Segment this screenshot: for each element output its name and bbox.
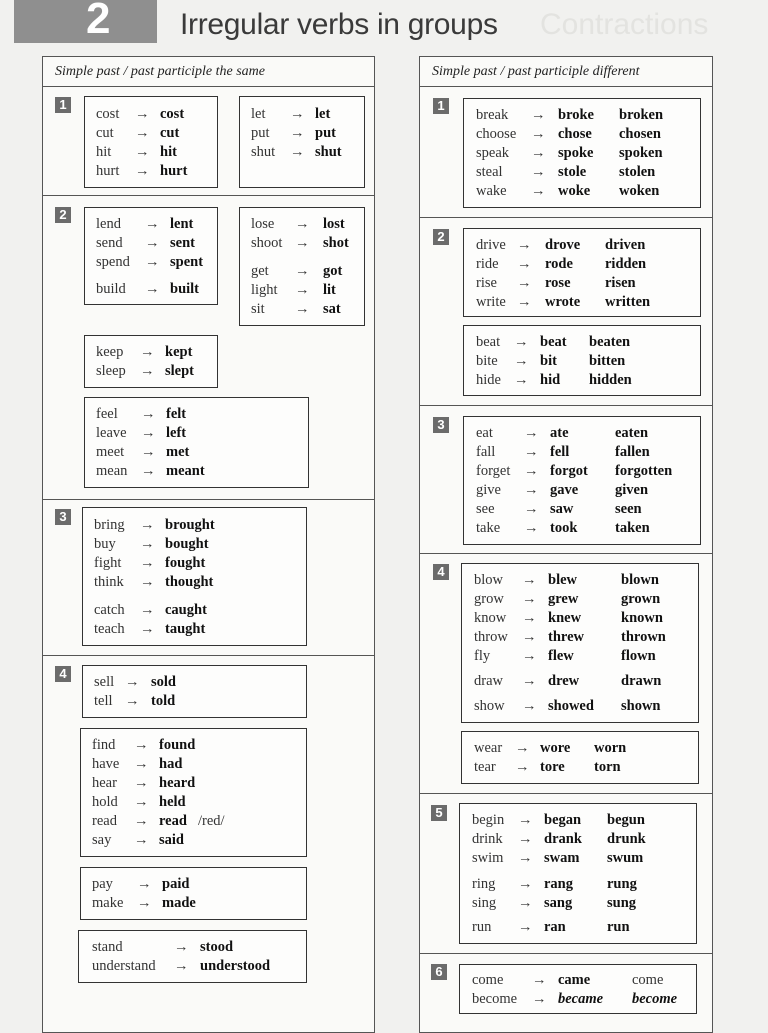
group-divider [420, 953, 712, 954]
group-divider [420, 217, 712, 218]
group-divider [420, 793, 712, 794]
unit-number: 2 [86, 0, 111, 43]
group-number: 3 [55, 509, 71, 525]
left-column-heading: Simple past / past participle the same [43, 57, 374, 87]
verb-box: come → came come become → became become [459, 964, 697, 1014]
group-number: 1 [55, 97, 71, 113]
group-number: 1 [433, 98, 449, 114]
verb-box: blow → blew blown grow → grew grown know → knew known throw → threw thrown fly → flew flown draw → drew drawn show → showed shown [461, 563, 699, 723]
group-number: 6 [431, 964, 447, 980]
group-number: 4 [433, 564, 449, 580]
group-number: 2 [433, 229, 449, 245]
verb-box: keep → kept sleep → slept [84, 335, 218, 388]
verb-box: begin → began begun drink → drank drunk swim → swam swum ring → rang rung sing → sang sung run → ran run [459, 803, 697, 944]
right-column-heading: Simple past / past participle different [420, 57, 712, 87]
verb-box: drive → drove driven ride → rode ridden rise → rose risen write → wrote written [463, 228, 701, 317]
verb-box: feel → felt leave → left meet → met mean → meant [84, 397, 309, 488]
verb-box: find → found have → had hear → heard hold → held read → read /red/ say → said [80, 728, 307, 857]
pronunciation-note: /red/ [198, 813, 225, 829]
verb-box: bring → brought buy → bought fight → fought think → thought catch → caught teach → taught [82, 507, 307, 646]
unit-number-box [14, 0, 157, 43]
verb-box: break → broke broken choose → chose chosen speak → spoke spoken steal → stole stolen wake → woke woken [463, 98, 701, 208]
verb-box: pay → paid make → made [80, 867, 307, 920]
verb-box: stand → stood understand → understood [78, 930, 307, 983]
group-divider [43, 499, 374, 500]
verb-box: beat → beat beaten bite → bit bitten hide → hid hidden [463, 325, 701, 396]
group-number: 5 [431, 805, 447, 821]
verb-box: cost → cost cut → cut hit → hit hurt → hurt [84, 96, 218, 188]
group-divider [43, 195, 374, 196]
group-divider [43, 655, 374, 656]
verb-box: lose → lost shoot → shot get → got light → lit sit → sat [239, 207, 365, 326]
group-number: 4 [55, 666, 71, 682]
group-number: 2 [55, 207, 71, 223]
verb-box: eat → ate eaten fall → fell fallen forget → forgot forgotten give → gave given see → saw seen take → took taken [463, 416, 701, 545]
verb-box: wear → wore worn tear → tore torn [461, 731, 699, 784]
right-column [419, 56, 713, 1033]
verb-box: let → let put → put shut → shut [239, 96, 365, 188]
bleed-through-title: Contractions [540, 8, 709, 41]
group-divider [420, 553, 712, 554]
left-column [42, 56, 375, 1033]
page-title: Irregular verbs in groups [180, 8, 498, 41]
group-number: 3 [433, 417, 449, 433]
group-divider [420, 405, 712, 406]
verb-box: sell → sold tell → told [82, 665, 307, 718]
verb-box: lend → lent send → sent spend → spent build → built [84, 207, 218, 305]
